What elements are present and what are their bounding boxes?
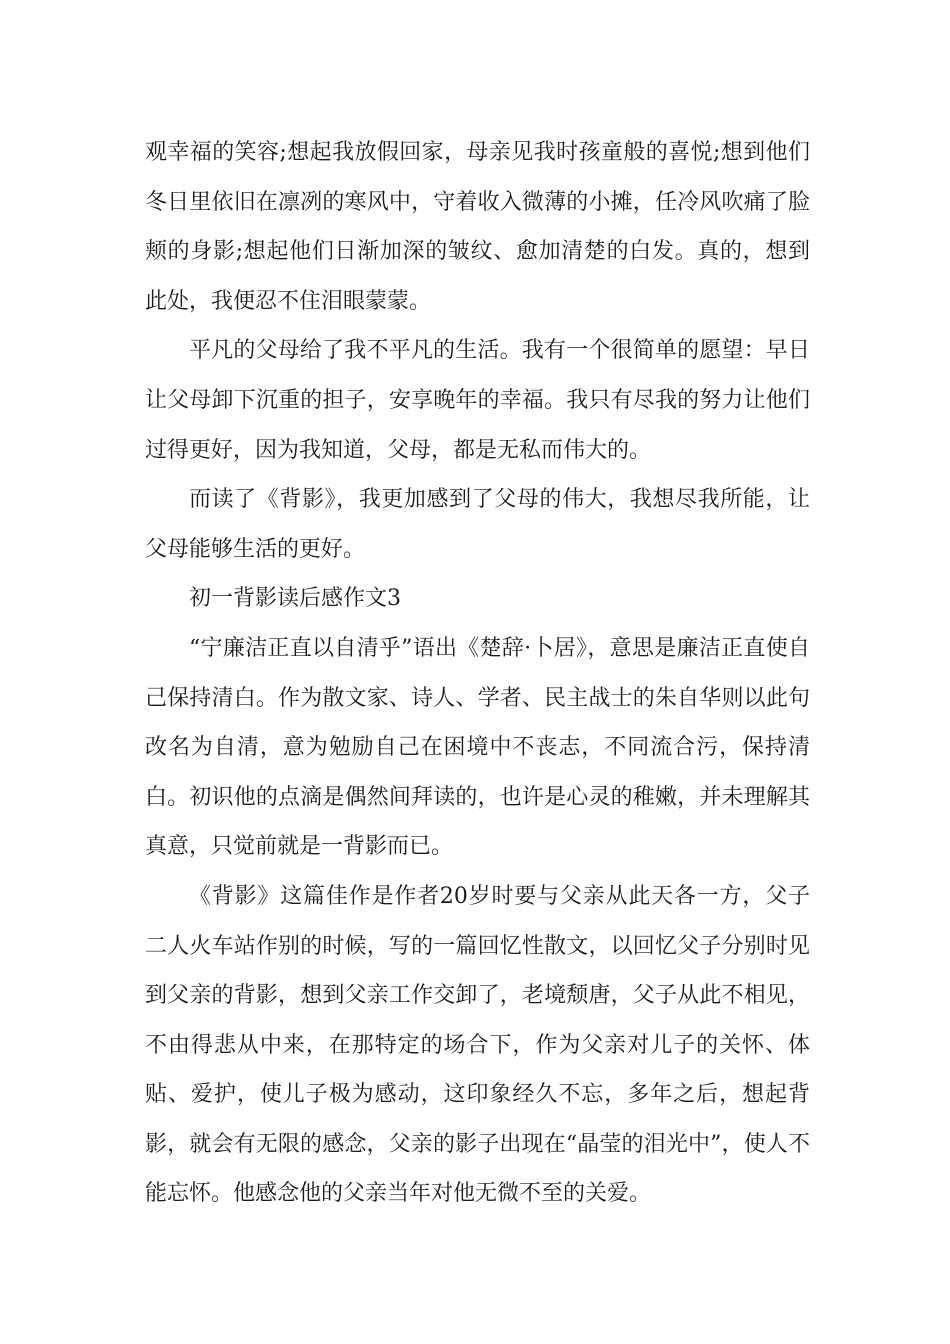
paragraph: “宁廉洁正直以自清乎”语出《楚辞·卜居》，意思是廉洁正直使自己保持清白。作为散文家、诗人、学者、民主战士的朱自华则以此句改名为自清，意为勉励自己在困境中不丧志，不同流合污，保持清白。初识他的点滴是偶然间拜读的，也许是心灵的稚嫩，并未理解其真意，只觉前就是一背影而已。 [145, 635, 810, 860]
paragraph: 《背影》这篇佳作是作者20岁时要与父亲从此天各一方，父子二人火车站作别的时候，写的一篇回忆性散文，以回忆父子分别时见到父亲的背影，想到父亲工作交卸了，老境颓唐，父子从此不相见，不由得悲从中来，在那特定的场合下，作为父亲对儿子的关怀、体贴、爱护，使儿子极为感动，这印象经久不忘，多年之后，想起背影，就会有无限的感念，父亲的影子出现在“晶莹的泪光中”，使人不能忘怀。他感念他的父亲当年对他无微不至的关爱。 [145, 883, 810, 1207]
document-body [145, 128, 810, 1219]
paragraph: 平凡的父母给了我不平凡的生活。我有一个很简单的愿望：早日让父母卸下沉重的担子，安享晚年的幸福。我只有尽我的努力让他们过得更好，因为我知道，父母，都是无私而伟大的。 [145, 338, 810, 463]
section-heading: 初一背影读后感作文3 [189, 586, 401, 612]
paragraph: 而读了《背影》，我更加感到了父母的伟大，我想尽我所能，让父母能够生活的更好。 [145, 487, 810, 562]
paragraph-continued: 观幸福的笑容;想起我放假回家，母亲见我时孩童般的喜悦;想到他们冬日里依旧在凛冽的寒风中，守着收入微薄的小摊，任冷风吹痛了脸颊的身影;想起他们日渐加深的皱纹、愈加清楚的白发。真的，想到此处，我便忍不住泪眼蒙蒙。 [145, 140, 810, 314]
